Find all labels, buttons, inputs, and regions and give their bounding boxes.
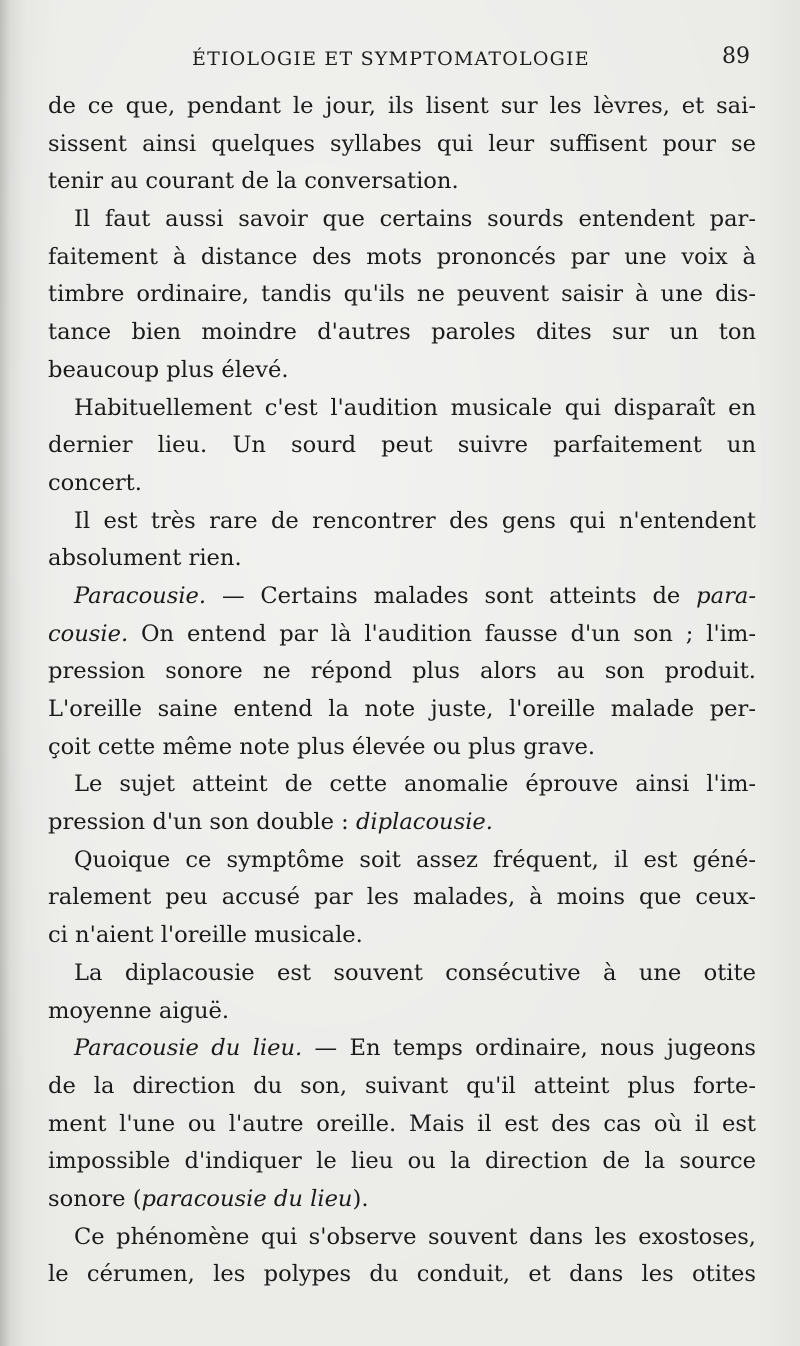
text-line xyxy=(48,1219,756,1257)
text-line xyxy=(48,427,756,465)
text-line xyxy=(48,1068,756,1106)
text-segment: moyenne aiguë. xyxy=(48,997,230,1024)
text-segment: de la direction du son, suivant qu'il atteint plus forte- xyxy=(48,1072,756,1099)
text-segment: tenir au courant de la conversation. xyxy=(48,168,459,195)
text-line xyxy=(48,691,756,729)
text-line xyxy=(48,390,756,428)
text-segment: La diplacousie est souvent consécutive à une otite xyxy=(74,959,756,986)
text-segment: çoit cette même note plus élevée ou plus grave. xyxy=(48,733,596,760)
text-segment: ). xyxy=(352,1185,369,1212)
text-line xyxy=(48,88,756,126)
text-line xyxy=(48,540,756,578)
body-text xyxy=(48,88,756,1294)
text-line xyxy=(48,955,756,993)
text-segment: ci n'aient l'oreille musicale. xyxy=(48,922,363,949)
text-line xyxy=(48,201,756,239)
text-line xyxy=(48,729,756,767)
text-segment: dernier lieu. Un sourd peut suivre parfaitement un xyxy=(48,432,756,459)
page-header xyxy=(0,44,800,78)
text-line xyxy=(48,993,756,1031)
text-segment: le cérumen, les polypes du conduit, et dans les otites xyxy=(48,1261,756,1288)
text-segment: Il faut aussi savoir que certains sourds entendent par- xyxy=(74,206,756,233)
text-line xyxy=(48,842,756,880)
text-line xyxy=(48,1143,756,1181)
italic-term: diplacousie. xyxy=(355,809,493,836)
text-segment: Habituellement c'est l'audition musicale qui disparaît en xyxy=(74,394,756,421)
text-segment: — En temps ordinaire, nous jugeons xyxy=(302,1035,756,1062)
text-line xyxy=(48,616,756,654)
text-segment: timbre ordinaire, tandis qu'ils ne peuvent saisir à une dis- xyxy=(48,281,756,308)
text-line xyxy=(48,1181,756,1219)
text-segment: Il est très rare de rencontrer des gens qui n'entendent xyxy=(74,507,756,534)
text-line xyxy=(48,1106,756,1144)
text-segment: sonore ( xyxy=(48,1185,142,1212)
text-line xyxy=(48,465,756,503)
running-title: ÉTIOLOGIE ET SYMPTOMATOLOGIE xyxy=(192,48,590,70)
text-segment: Ce phénomène qui s'observe souvent dans les exostoses, xyxy=(74,1223,756,1250)
text-line xyxy=(48,276,756,314)
text-line xyxy=(48,239,756,277)
text-segment: Quoique ce symptôme soit assez fréquent, il est géné- xyxy=(74,846,756,873)
text-line xyxy=(48,352,756,390)
italic-term: Paracousie. xyxy=(74,582,207,609)
italic-term: cousie. xyxy=(48,620,129,647)
italic-term: paracousie du lieu xyxy=(141,1185,353,1212)
text-segment: tance bien moindre d'autres paroles dites sur un ton xyxy=(48,319,756,346)
text-line xyxy=(48,503,756,541)
text-line xyxy=(48,879,756,917)
italic-term: Paracousie du lieu. xyxy=(74,1035,303,1062)
text-line xyxy=(48,126,756,164)
text-segment: impossible d'indiquer le lieu ou la direction de la source xyxy=(48,1148,756,1175)
text-line xyxy=(48,804,756,842)
text-segment: de ce que, pendant le jour, ils lisent sur les lèvres, et sai- xyxy=(48,93,756,119)
text-line xyxy=(48,314,756,352)
text-segment: L'oreille saine entend la note juste, l'oreille malade per- xyxy=(48,696,756,722)
text-segment: On entend par là l'audition fausse d'un son ; l'im- xyxy=(128,620,756,647)
text-line xyxy=(48,917,756,955)
text-line xyxy=(48,653,756,691)
text-line xyxy=(48,1030,756,1068)
text-segment: beaucoup plus élevé. xyxy=(48,356,289,383)
page-number: 89 xyxy=(722,44,750,69)
text-segment: pression d'un son double : xyxy=(48,809,356,836)
text-segment: faitement à distance des mots prononcés par une voix à xyxy=(48,243,756,270)
text-line xyxy=(48,578,756,616)
text-segment: Le sujet atteint de cette anomalie éprouve ainsi l'im- xyxy=(74,771,756,798)
text-line xyxy=(48,1256,756,1294)
italic-term: para- xyxy=(696,582,756,609)
text-segment: pression sonore ne répond plus alors au son produit. xyxy=(48,658,756,685)
text-segment: sissent ainsi quelques syllabes qui leur suffisent pour se xyxy=(48,130,756,157)
text-segment: concert. xyxy=(48,469,142,496)
text-segment: ralement peu accusé par les malades, à moins que ceux- xyxy=(48,884,756,911)
text-segment: absolument rien. xyxy=(48,545,242,572)
text-line xyxy=(48,766,756,804)
text-segment: ment l'une ou l'autre oreille. Mais il est des cas où il est xyxy=(48,1110,756,1137)
text-line xyxy=(48,163,756,201)
text-segment: — Certains malades sont atteints de xyxy=(206,582,697,609)
